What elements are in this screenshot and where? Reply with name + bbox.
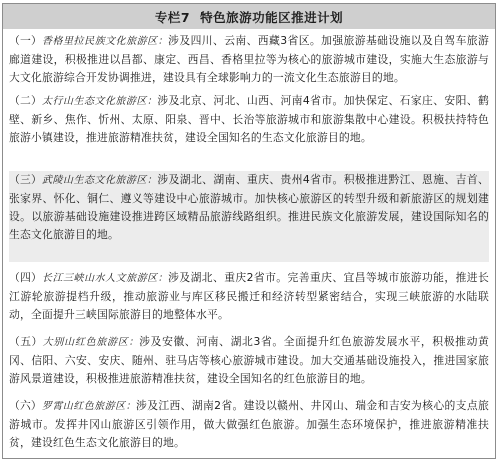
feature-box <box>2 3 496 459</box>
section-region: 武陵山生态文化旅游区： <box>41 175 158 186</box>
section-text: 涉及安徽、河南、湖北3省。全面提升红色旅游发展水平，积极推动黄冈、信阳、六安、安庆、随州、驻马店等核心旅游城市建设。加大交通基础设施投入，推进国家旅游风景道建设，积极推进旅游精准扶贫，建设全国知名的红色旅游目的地。 <box>9 335 489 386</box>
section-region: 罗霄山红色旅游区： <box>41 401 137 412</box>
section-number: （一） <box>9 34 43 47</box>
section-4 <box>9 269 489 325</box>
section-region: 长江三峡山水人文旅游区： <box>42 273 169 284</box>
section-text: 涉及四川、云南、西藏3省区。加强旅游基础设施以及自驾车旅游廊道建设，积极推进以昌都、康定、西昌、香格里拉等为核心的旅游城市建设，实施大生态旅游与大文化旅游综合开发协调推进，建设具有全球影响力的一流文化生态旅游目的地。 <box>9 34 490 85</box>
section-text: 涉及湖北、重庆2省市。完善重庆、宜昌等城市旅游功能，推进长江游轮旅游提档升级，推动旅游业与库区移民搬迁和经济转型紧密结合，实现三峡旅游的水陆联动，全面提升三峡国际旅游目的地整体水平。 <box>9 271 490 322</box>
section-text: 涉及江西、湖南2省。建设以赣州、井冈山、瑞金和吉安为核心的支点旅游城市。发挥井冈山旅游区引领作用，做大做强红色旅游。加强生态环境保护，推进旅游精准扶贫，建设红色生态文化旅游目的地。 <box>9 399 489 450</box>
section-5 <box>9 333 489 389</box>
section-number: （六） <box>9 399 42 412</box>
section-region: 大别山红色旅游区： <box>42 337 140 348</box>
section-text: 涉及北京、河北、山西、河南4省市。加快保定、石家庄、安阳、鹤壁、新乡、焦作、忻州、太原、阳泉、晋中、长治等旅游城市和旅游集散中心建设。积极扶持特色旅游小镇建设，推进旅游精准扶贫，建设全国知名的生态文化旅游目的地。 <box>9 94 490 145</box>
section-1 <box>9 32 489 86</box>
section-6 <box>9 397 489 457</box>
section-region: 太行山生态文化旅游区： <box>41 96 158 107</box>
section-number: （五） <box>9 335 43 348</box>
section-number: （三） <box>9 173 42 186</box>
section-text: 涉及湖北、湖南、重庆、贵州4省市。积极推进黔江、恩施、吉首、张家界、怀化、铜仁、遵义等建设中心旅游城市。加快核心旅游区的转型升级和新旅游区的规划建设。以旅游基础设施建设推进跨区域精品旅游线路组织。推进民族文化旅游发展，建设国际知名的生态文化旅游目的地。 <box>9 173 490 242</box>
section-3 <box>9 171 489 262</box>
section-2 <box>9 92 489 165</box>
box-title: 特色旅游功能区推进计划 <box>200 9 344 25</box>
section-number: （四） <box>9 271 43 284</box>
box-header <box>3 4 495 29</box>
section-number: （二） <box>9 94 42 107</box>
box-content <box>3 29 495 457</box>
box-label: 专栏7 <box>154 9 191 25</box>
section-region: 香格里拉民族文化旅游区： <box>42 36 169 47</box>
